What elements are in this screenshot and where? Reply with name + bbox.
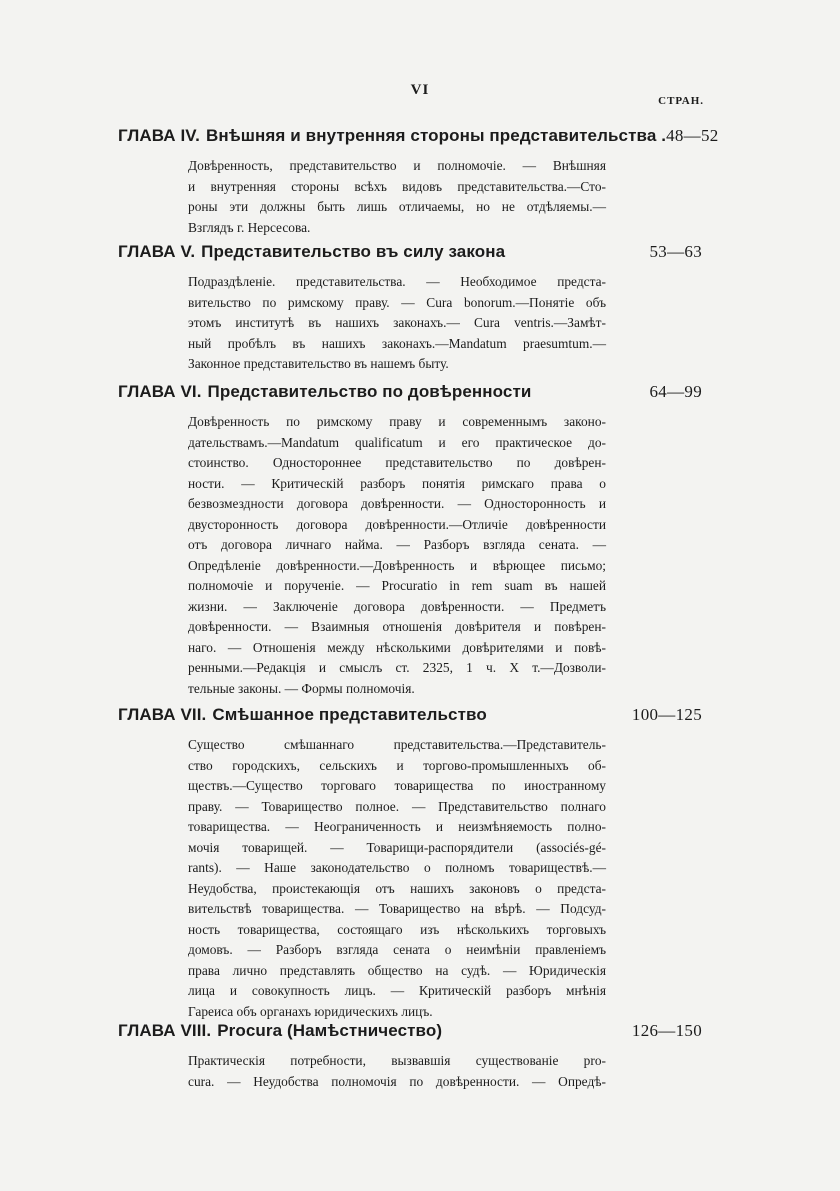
summary-line: Неудобства, проистекающія отъ нашихъ законовъ о предста- <box>188 880 606 896</box>
summary-line: Гареиса объ органахъ юридическихъ лицъ. <box>188 1003 433 1019</box>
summary-line: товарищества. — Неограниченность и неизмѣняемость полно- <box>188 819 606 834</box>
summary-line: дательствамъ.—Mandatum qualificatum и его практическое до- <box>188 434 606 450</box>
chapter-summary <box>188 735 606 1022</box>
summary-line: довѣренности. — Взаимныя отношенія довѣрителя и повѣрен- <box>188 619 606 634</box>
chapter-label: ГЛАВА VII. <box>118 705 207 724</box>
summary-line: и внутренняя стороны всѣхъ видовъ представительства.—Сто- <box>188 178 606 194</box>
summary-line: полномочіе и порученіе. — Procuratio in rem suam въ нашей <box>188 578 606 593</box>
chapter-summary <box>188 1051 606 1092</box>
pages-column-label: СТРАН. <box>658 95 704 107</box>
summary-line: cura. — Неудобства полномочія по довѣренности. — Опредѣ- <box>188 1073 606 1089</box>
chapter-title <box>118 242 505 262</box>
summary-line: стоинство. Одностороннее представительство по довѣрен- <box>188 455 606 470</box>
chapter-name: Внѣшняя и внутренняя стороны представительства . <box>205 126 667 145</box>
summary-line: жизни. — Заключеніе договора довѣренности. — Предметъ <box>188 598 606 614</box>
summary-line: Довѣренность по римскому праву и современнымъ законо- <box>188 414 606 429</box>
chapter-title <box>118 382 531 402</box>
summary-line: роны эти должны быть лишь отличаемы, но не отдѣляемы.— <box>188 199 606 214</box>
chapter-heading <box>118 382 702 402</box>
summary-line: наго. — Отношенія между нѣсколькими довѣрителями и повѣ- <box>188 639 606 655</box>
chapter-heading <box>118 242 702 262</box>
summary-line: ности. — Критическій разборъ понятія римскаго права о <box>188 475 606 491</box>
summary-line: тельные законы. — Формы полномочія. <box>188 680 415 696</box>
summary-line: двусторонность договора довѣренности.—Отличіе довѣренности <box>188 516 606 532</box>
page-number: VI <box>410 82 430 98</box>
summary-line: лица и совокупность лицъ. — Критическій разборъ мнѣнія <box>188 983 606 998</box>
chapter-label: ГЛАВА VIII. <box>118 1021 212 1040</box>
chapter-6 <box>118 382 702 699</box>
chapter-label: ГЛАВА VI. <box>118 382 202 401</box>
chapter-pages: 53—63 <box>649 242 702 261</box>
chapter-pages: 126—150 <box>631 1021 702 1040</box>
summary-line: Подраздѣленіе. представительства. — Необходимое предста- <box>188 274 606 289</box>
summary-line: Практическія потребности, вызвавшія существованіе pro- <box>188 1053 606 1068</box>
summary-line: Опредѣленіе довѣренности.—Довѣренность и вѣрющее письмо; <box>188 557 606 573</box>
summary-line: Взглядъ г. Нерсесова. <box>188 219 311 235</box>
chapter-summary <box>188 412 606 699</box>
summary-line: ность товарищества, состоящаго изъ нѣсколькихъ торговыхъ <box>188 921 606 937</box>
summary-line: ный пробѣлъ въ нашихъ законахъ.—Mandatum praesumtum.— <box>188 335 606 351</box>
summary-line: безвозмездности договора довѣренности. — Односторонность и <box>188 496 606 511</box>
summary-line: права лично представлять общество на судѣ. — Юридическія <box>188 962 606 978</box>
chapter-name: Представительство по довѣренности <box>207 382 532 401</box>
chapter-name: Смѣшанное представительство <box>212 705 487 724</box>
chapter-pages: 100—125 <box>631 705 702 724</box>
summary-line: Довѣренность, представительство и полномочіе. — Внѣшняя <box>188 158 606 173</box>
summary-line: rants). — Наше законодательство о полномъ товариществѣ.— <box>188 860 606 875</box>
summary-line: ство городскихъ, сельскихъ и торгово-промышленныхъ об- <box>188 757 606 773</box>
summary-line: праву. — Товарищество полное. — Представительство полнаго <box>188 798 606 814</box>
chapter-summary <box>188 272 606 375</box>
summary-line: домовъ. — Разборъ взгляда сената о неимѣніи правленіемъ <box>188 942 606 957</box>
summary-line: вительство по римскому праву. — Cura bonorum.—Понятіе объ <box>188 294 606 310</box>
chapter-pages: 48—52 <box>666 126 719 145</box>
summary-line: ренными.—Редакція и смыслъ ст. 2325, 1 ч. X т.—Дозволи- <box>188 660 606 675</box>
chapter-label: ГЛАВА V. <box>118 242 196 261</box>
chapter-name: Procura (Намѣстничество) <box>217 1021 443 1040</box>
chapter-name: Представительство въ силу закона <box>201 242 506 261</box>
chapter-title <box>118 1021 442 1041</box>
chapter-heading <box>118 126 719 146</box>
summary-line: отъ договора личнаго найма. — Разборъ взгляда сената. — <box>188 537 606 552</box>
summary-line: вительствѣ товарищества. — Товарищество на вѣрѣ. — Подсуд- <box>188 901 606 916</box>
chapter-7 <box>118 705 702 1022</box>
chapter-heading <box>118 705 702 725</box>
chapter-pages: 64—99 <box>649 382 702 401</box>
summary-line: Существо смѣшаннаго представительства.—Представитель- <box>188 737 606 752</box>
chapter-8 <box>118 1021 702 1092</box>
summary-line: Законное представительство въ нашемъ быту. <box>188 356 449 371</box>
chapter-4 <box>118 126 719 238</box>
chapter-title <box>118 126 666 146</box>
chapter-title <box>118 705 487 725</box>
summary-line: мочія товарищей. — Товарищи-распорядители (associés-gé- <box>188 839 606 855</box>
summary-line: этомъ институтѣ въ нашихъ законахъ.— Cura ventris.—Замѣт- <box>188 315 606 330</box>
summary-line: ществъ.—Существо торговаго товарищества по иностранному <box>188 778 606 793</box>
chapter-5 <box>118 242 702 375</box>
chapter-label: ГЛАВА IV. <box>118 126 200 145</box>
chapter-heading <box>118 1021 702 1041</box>
chapter-summary <box>188 156 606 238</box>
